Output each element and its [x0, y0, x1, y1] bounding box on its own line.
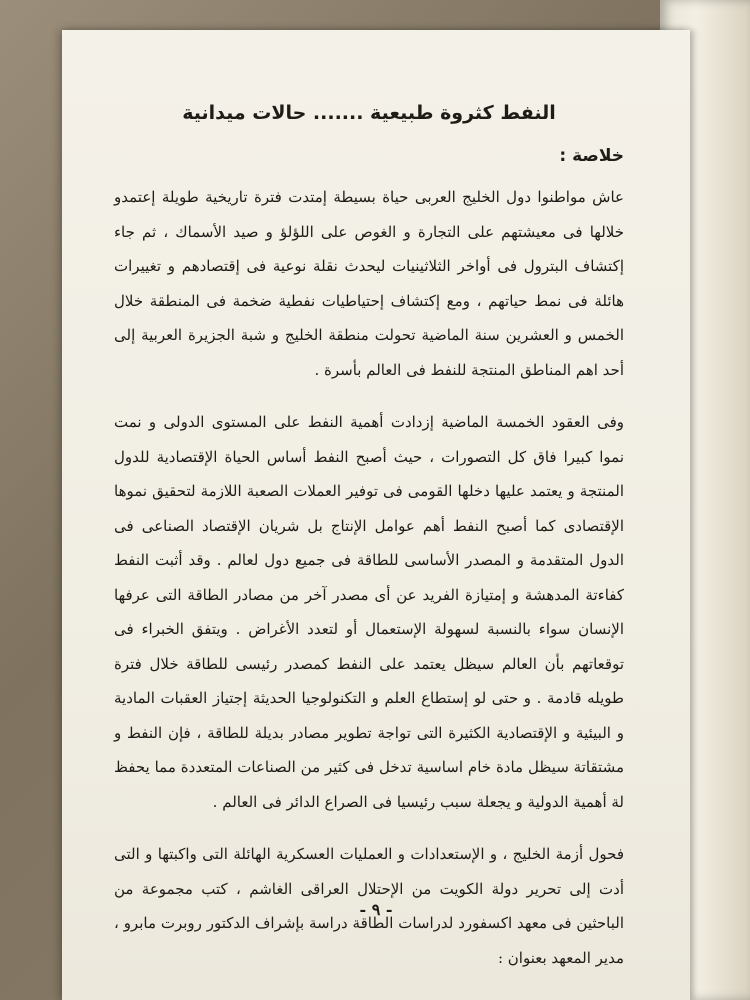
book-page	[62, 30, 690, 1000]
page-content	[114, 102, 624, 993]
page-number: - ٩ -	[359, 900, 393, 919]
paragraph-2: وفى العقود الخمسة الماضية إزدادت أهمية النفط على المستوى الدولى و نمت نموا كبيرا فاق كل التصورات ، حيث أصبح النفط أساس الحياة الإقتصادية للدول المنتجة و يعتمد عليها دخلها القومى فى توفير العملات الصعبة اللازمة لتحقيق نموها الإقتصادى كما أصبح النفط أهم عوامل الإنتاج بل شريان الإقتصاد الصناعى فى الدول المتقدمة و المصدر الأساسى للطاقة فى جميع دول لعالم . وقد أثبت النفط كفاءتة المدهشة و إمتيازة الفريد عن أى مصدر آخر من مصادر الطاقة التى عرفها الإنسان سواء بالنسبة لسهولة الإستعمال أو لتعدد الأغراض . ويتفق الخبراء فى توقعاتهم بأن العالم سيظل يعتمد على النفط كمصدر رئيسى للطاقة خلال فترة طويله قادمة . و حتى لو إستطاع العلم و التكنولوجيا الحديثة إجتياز العقبات المادية و البيئية و الإقتصادية الكثيرة التى تواجة تطوير مصادر بديلة للطاقة ، فإن النفط و مشتقاتة سيظل مادة خام اساسية تدخل فى كثير من الصناعات المتعددة مما يحفظ لة أهمية الدولية و يجعلة سبب رئيسيا فى الصراع الدائر فى العالم .	[114, 413, 624, 811]
paragraph-1: عاش مواطنوا دول الخليج العربى حياة بسيطة إمتدت فترة تاريخية طويلة إعتمدو خلالها فى معيشتهم على التجارة و الغوص على اللؤلؤ و صيد الأسماك ، ثم جاء إكتشاف البترول فى أواخر الثلاثينيات ليحدث نقلة نوعية فى إقتصادهم و تغييرات هائلة فى نمط حياتهم ، ومع إكتشاف إحتياطيات نفطية ضخمة فى المنطقة خلال الخمس و العشرين سنة الماضية تحولت منطقة الخليج و شبة الجزيرة العربية إلى أحد اهم المناطق المنتجة للنفط فى العالم بأسرة .	[114, 188, 624, 379]
paragraph-3: فحول أزمة الخليج ، و الإستعدادات و العمليات العسكرية الهائلة التى واكبتها و التى أدت إلى تحرير دولة الكويت من الإحتلال العراقى الغاشم ، كتب مجموعة من الباحثين فى معهد اكسفورد لدراسات الطاقة دراسة بإشراف الدكتور روبرت مابرو ، مدير المعهد بعنوان :	[114, 845, 624, 967]
section-heading: خلاصة :	[559, 146, 624, 166]
page-title: النفط كثروة طبيعية ....... حالات ميدانية	[182, 102, 556, 124]
